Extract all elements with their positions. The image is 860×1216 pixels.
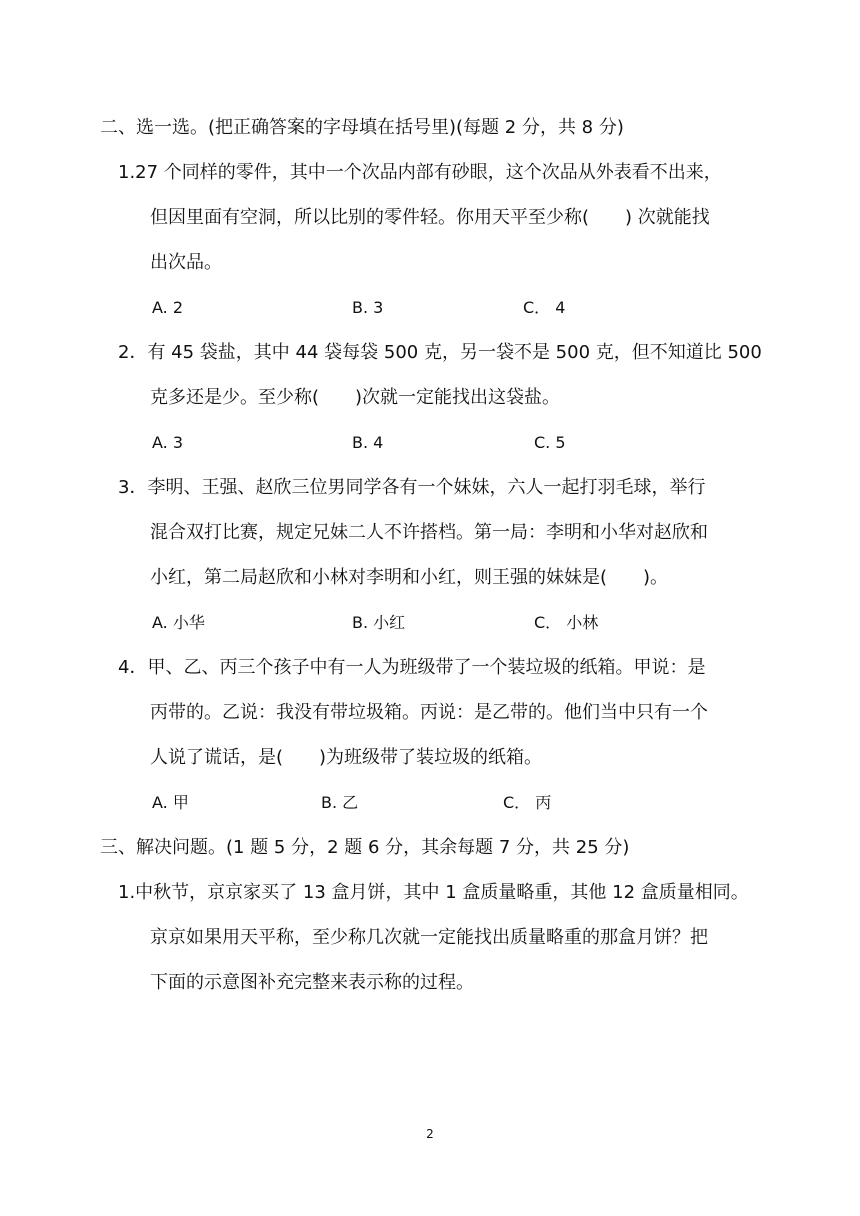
problem-1-line-2: 京京如果用天平称，至少称几次就一定能找出质量略重的那盒月饼？把 — [150, 927, 708, 948]
question-3-line-2: 混合双打比赛，规定兄妹二人不许搭档。第一局：李明和小华对赵欣和 — [150, 522, 708, 543]
question-2-line-1: 2．有 45 袋盐，其中 44 袋每袋 500 克，另一袋不是 500 克，但不知道比 500 — [118, 342, 762, 363]
question-1-line-1: 1.27 个同样的零件，其中一个次品内部有砂眼，这个次品从外表看不出来， — [118, 162, 722, 183]
question-4-line-1: 4．甲、乙、丙三个孩子中有一人为班级带了一个装垃圾的纸箱。甲说：是 — [118, 657, 706, 678]
question-1-option-a: A. 2 — [152, 298, 184, 317]
problem-1-line-3: 下面的示意图补充完整来表示称的过程。 — [150, 972, 474, 993]
question-1-line-3: 出次品。 — [150, 252, 222, 273]
question-3-option-a: A. 小华 — [152, 613, 205, 632]
question-4-option-a: A. 甲 — [152, 793, 189, 812]
section-3-title: 三、解决问题。(1 题 5 分，2 题 6 分，其余每题 7 分，共 25 分) — [100, 837, 630, 858]
question-4-option-b: B. 乙 — [321, 793, 359, 812]
question-1-option-c: C． 4 — [523, 298, 566, 317]
question-4-line-3: 人说了谎话，是( )为班级带了装垃圾的纸箱。 — [150, 747, 543, 768]
problem-1-line-1: 1.中秋节，京京家买了 13 盒月饼，其中 1 盒质量略重，其他 12 盒质量相同。 — [118, 882, 749, 903]
question-3-line-1: 3．李明、王强、赵欣三位男同学各有一个妹妹，六人一起打羽毛球，举行 — [118, 477, 706, 498]
question-1-option-b: B. 3 — [352, 298, 384, 317]
question-4-line-2: 丙带的。乙说：我没有带垃圾箱。丙说：是乙带的。他们当中只有一个 — [150, 702, 708, 723]
question-2-line-2: 克多还是少。至少称( )次就一定能找出这袋盐。 — [150, 387, 561, 408]
question-3-line-3: 小红，第二局赵欣和小林对李明和小红，则王强的妹妹是( )。 — [150, 567, 669, 588]
page-number: 2 — [426, 1127, 434, 1141]
question-4-option-c: C． 丙 — [503, 793, 552, 812]
question-3-option-c: C． 小林 — [534, 613, 599, 632]
question-3-option-b: B. 小红 — [352, 613, 406, 632]
question-2-option-c: C. 5 — [534, 433, 566, 452]
section-2-title: 二、选一选。(把正确答案的字母填在括号里)(每题 2 分，共 8 分) — [100, 117, 624, 138]
question-1-line-2: 但因里面有空洞，所以比别的零件轻。你用天平至少称( ) 次就能找 — [150, 207, 710, 228]
question-2-option-b: B. 4 — [352, 433, 384, 452]
question-2-option-a: A. 3 — [152, 433, 184, 452]
